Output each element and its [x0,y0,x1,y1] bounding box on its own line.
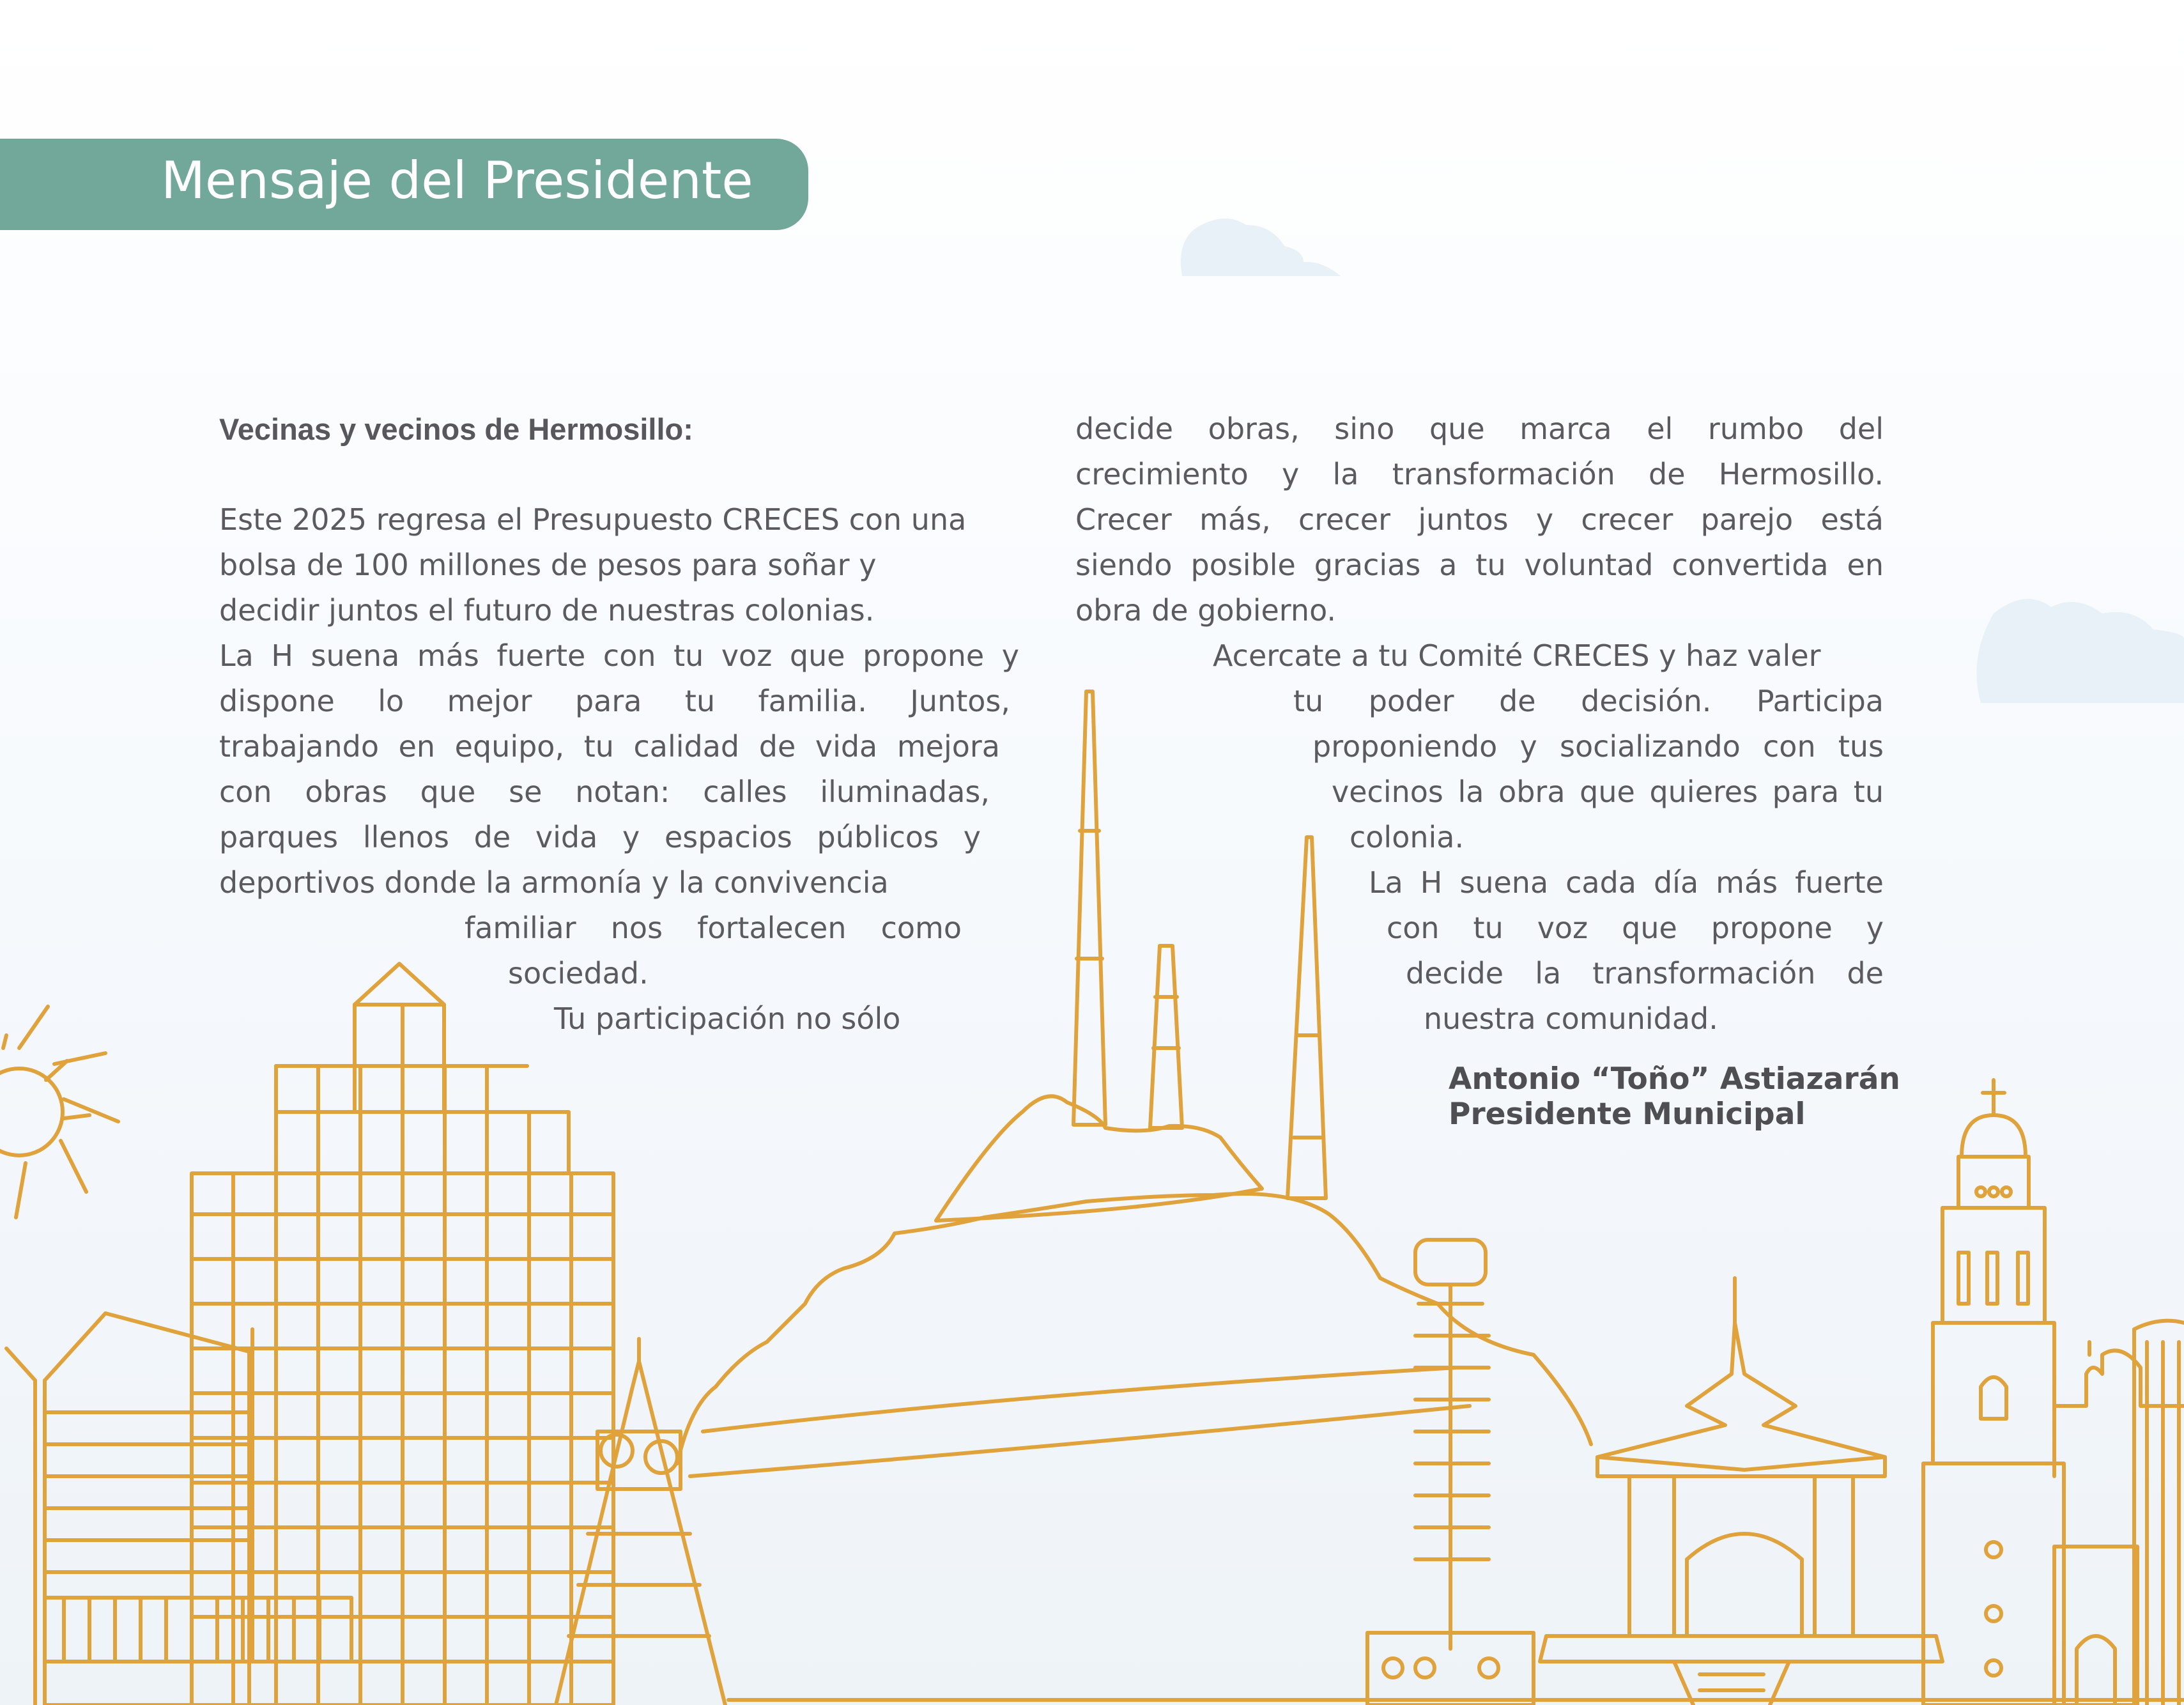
letter-line: decide la transformación de [1406,956,1884,991]
signature-name: Antonio “Toño” Astiazarán [1449,1061,1900,1097]
letter-line: decide obras, sino que marca el rumbo del [1075,412,1884,446]
letter-line: proponiendo y socializando con tus [1312,729,1884,764]
letter-line: vecinos la obra que quieres para tu [1332,775,1884,809]
spiral-tower [1367,1240,1534,1705]
letter-line: bolsa de 100 millones de pesos para soñar y [219,548,877,582]
letter-line: Este 2025 regresa el Presupuesto CRECES con una [219,502,967,537]
letter-line: La H suena cada día más fuerte [1369,865,1884,900]
letter-line: dispone lo mejor para tu familia. Juntos, [219,684,1010,718]
church [1923,1080,2184,1705]
letter-line: deportivos donde la armonía y la convivencia [219,865,889,900]
glass-tower [192,964,613,1705]
antenna-towers [1073,691,1326,1198]
letter-line: con tu voz que propone y [1387,911,1884,945]
letter-line: Acercate a tu Comité CRECES y haz valer [1213,638,1821,673]
letter-line: colonia. [1350,820,1465,854]
letter-line: Crecer más, crecer juntos y crecer parejo está [1075,502,1884,537]
cloud-icon [1976,599,2184,703]
letter-line: Tu participación no sólo [554,1001,901,1036]
sun-icon [0,1007,118,1217]
letter-line: decidir juntos el futuro de nuestras colonias. [219,593,875,628]
letter-line: siendo posible gracias a tu voluntad convertida en [1075,548,1884,582]
striped-building [6,1313,351,1705]
letter-greeting: Vecinas y vecinos de Hermosillo: [219,412,693,446]
gazebo [1540,1278,1942,1705]
signature-title: Presidente Municipal [1449,1097,1806,1132]
letter-line: obra de gobierno. [1075,593,1337,628]
letter-line: con obras que se notan: calles iluminadas, [219,775,990,809]
cloud-icon [1181,219,1341,276]
page-title: Mensaje del Presidente [161,151,753,210]
letter-line: trabajando en equipo, tu calidad de vida mejora [219,729,1000,764]
letter-line: La H suena más fuerte con tu voz que propone y [219,638,1019,673]
letter-line: familiar nos fortalecen como [465,911,962,945]
letter-line: nuestra comunidad. [1424,1001,1718,1036]
letter-line: parques llenos de vida y espacios públicos y [219,820,981,854]
letter-line: crecimiento y la transformación de Hermosillo. [1075,457,1884,491]
letter-line: sociedad. [508,956,649,991]
letter-line: tu poder de decisión. Participa [1293,684,1884,718]
